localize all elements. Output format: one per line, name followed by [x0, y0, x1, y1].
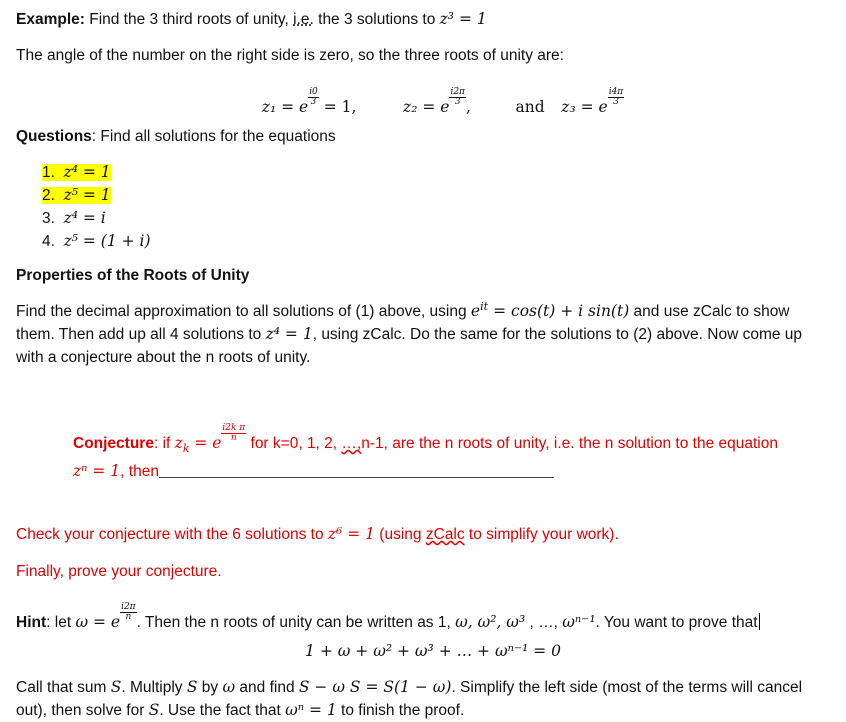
list-number: 4.: [42, 233, 55, 250]
omega-def: ω = e: [75, 613, 121, 632]
conjecture-exp-den: n: [230, 432, 237, 443]
finally-line: Finally, prove your conjecture.: [16, 563, 222, 580]
zk-symbol: $z_k$: [174, 434, 190, 456]
list-equation: z⁴ = i: [63, 209, 106, 227]
check-text-3: to simplify your work).: [464, 526, 619, 543]
list-equation: z⁴ = 1: [63, 163, 111, 181]
conjecture-exponent: [221, 424, 246, 443]
euler-formula: = cos(t) + i sin(t): [488, 302, 630, 320]
ie-abbrev: i.e.: [293, 11, 314, 28]
conjecture-text-1: : if: [153, 435, 175, 453]
final-text-4: and find: [235, 679, 299, 696]
and-word: and: [515, 98, 545, 117]
final-text-5: . Simplify the left side (most of the terms will cancel out), then solve for: [16, 679, 803, 719]
z2-rhs: ,: [465, 98, 471, 117]
zcalc-word: zCalc: [425, 526, 465, 543]
omega-n-equation: ωⁿ = 1: [285, 701, 337, 719]
omega-exp-den: n: [125, 611, 132, 622]
sum-equation: 1 + ω + ω² + ω³ + … + ωⁿ⁻¹ = 0: [305, 642, 561, 660]
properties-heading: Properties of the Roots of Unity: [16, 267, 250, 284]
paragraph-text-3: , using zCalc. Do the same for the solutions to (2) above. Now come up with a conjecture about the n roots of unity.: [16, 326, 803, 366]
instructions-paragraph: [16, 300, 832, 369]
questions-label: Questions: [16, 128, 92, 145]
omega-exponent: [120, 603, 137, 622]
paragraph-text-2: and use zCalc to show them. Then add up all 4 solutions to: [16, 303, 790, 343]
final-text-1: Call that sum: [16, 679, 111, 696]
hint-text-2: . Then the n roots of unity can be written as 1,: [136, 614, 456, 632]
list-equation: z⁵ = 1: [63, 186, 111, 204]
z3-lhs: z₃ = e: [561, 98, 608, 117]
z1-exp-den: 3: [310, 96, 317, 107]
sum-symbol: S: [148, 701, 160, 719]
list-number: 3.: [42, 210, 55, 227]
conjecture-text-3: n-1, are the n roots of unity, i.e. the n solution to the equation: [361, 435, 778, 453]
final-text-3: by: [197, 679, 223, 696]
conjecture-text-2: for k=0, 1, 2,: [246, 435, 342, 453]
example-label: Example:: [16, 11, 85, 28]
omega-symbol: ω: [222, 678, 236, 696]
zn-equation: zⁿ = 1: [73, 462, 121, 481]
z2-exponent: [449, 88, 466, 107]
list-number: 1.: [42, 164, 55, 181]
equations-list: [42, 161, 151, 253]
list-number: 2.: [42, 187, 55, 204]
z1-lhs: z₁ = e: [261, 98, 309, 117]
hint-text-1: : let: [46, 614, 76, 632]
hint-text-3: , …,: [525, 614, 563, 632]
z3-exponent: [608, 88, 625, 107]
list-equation: z⁵ = (1 + i): [63, 232, 151, 250]
z6-equation: z⁶ = 1: [327, 525, 375, 543]
check-line: [16, 523, 832, 546]
questions-line: [16, 125, 832, 148]
difference-equation: S − ω S = S(1 − ω): [298, 678, 452, 696]
check-text-2: (using: [374, 526, 426, 543]
hint-label: Hint: [16, 614, 47, 632]
list-item: [42, 184, 151, 207]
angle-line: The angle of the number on the right side is zero, so the three roots of unity are:: [16, 47, 564, 64]
final-text-6: . Use the fact that: [159, 702, 286, 719]
conjecture-label: Conjecture: [73, 435, 154, 453]
list-item: [42, 161, 151, 184]
final-text-7: to finish the proof.: [336, 702, 465, 719]
z1-exp-num: i0: [309, 87, 318, 97]
conjecture-dots: …,: [341, 435, 362, 453]
hint-text-4: . You want to prove that: [595, 614, 758, 632]
example-equation: z³ = 1: [439, 10, 487, 28]
omega-powers: ω, ω², ω³: [455, 613, 526, 632]
example-line: [16, 8, 832, 31]
eit-expression: $e^{it}$: [470, 299, 489, 320]
sum-symbol: S: [186, 678, 198, 696]
roots-equation: [0, 88, 846, 119]
sum-symbol: S: [110, 678, 122, 696]
z2-lhs: z₂ = e: [403, 98, 450, 117]
final-paragraph: [16, 676, 832, 722]
example-text-b: the 3 solutions to: [313, 11, 440, 28]
omega-last-power: ωⁿ⁻¹: [562, 613, 596, 632]
conjecture-then: , then: [120, 463, 159, 481]
z3-exp-num: i4π: [608, 87, 624, 97]
list-item: [42, 207, 151, 230]
conjecture-block: [73, 424, 832, 483]
conjecture-eq: = e: [189, 434, 222, 453]
z4-equation: z⁴ = 1: [265, 325, 313, 343]
answer-blank-line[interactable]: [159, 477, 554, 478]
z1-rhs: = 1,: [318, 98, 357, 117]
z2-exp-num: i2π: [450, 87, 465, 97]
text-cursor: [759, 613, 760, 630]
list-item: [42, 230, 151, 253]
paragraph-text-1: Find the decimal approximation to all solutions of (1) above, using: [16, 303, 471, 320]
conjecture-exp-num: i2k π: [222, 423, 246, 433]
questions-text: : Find all solutions for the equations: [91, 128, 336, 145]
z2-exp-den: 3: [454, 96, 461, 107]
z3-exp-den: 3: [613, 96, 619, 107]
omega-exp-num: i2π: [121, 602, 136, 612]
check-text-1: Check your conjecture with the 6 solutions to: [16, 526, 328, 543]
z1-exponent: [308, 88, 319, 107]
hint-line: [16, 603, 832, 634]
final-text-2: . Multiply: [121, 679, 187, 696]
example-text-a: Find the 3 third roots of unity,: [84, 11, 294, 28]
